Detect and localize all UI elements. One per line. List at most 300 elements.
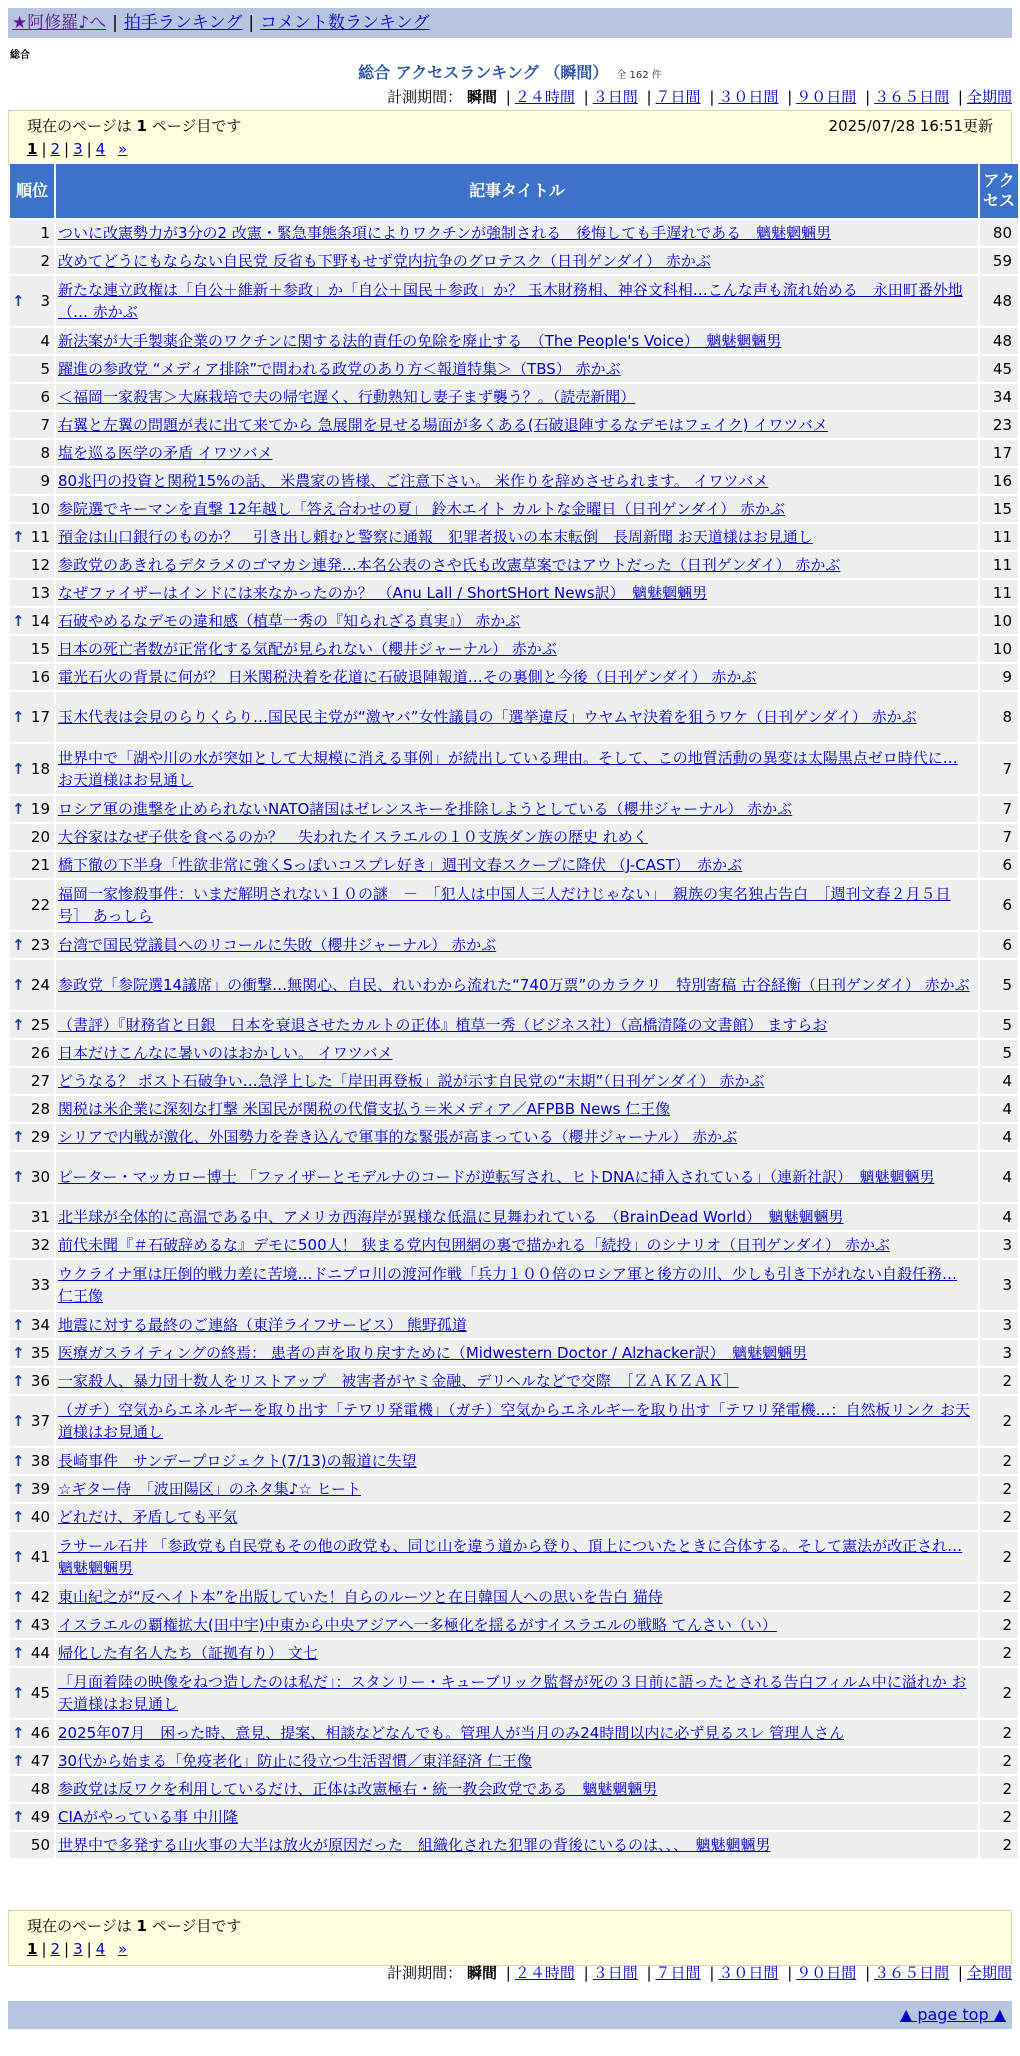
rank-cell bbox=[10, 356, 54, 382]
article-title-link[interactable]: ロシア軍の進撃を止められないNATO諸国はゼレンスキーを排除しようとしている（櫻井ジャーナル） 赤かぶ bbox=[58, 800, 793, 818]
rank-number: 24 bbox=[30, 976, 50, 994]
rank-number: 31 bbox=[30, 1208, 50, 1226]
article-title-link[interactable]: 新たな連立政権は「自公＋維新＋参政」か「自公＋国民＋参政」か？ 玉木財務相、神谷文科相…こんな声も流れ始める 永田町番外地（… 赤かぶ bbox=[58, 281, 963, 321]
access-count: 6 bbox=[980, 852, 1018, 878]
rank-number: 42 bbox=[30, 1588, 50, 1606]
rank-number: 44 bbox=[30, 1644, 50, 1662]
article-title-link[interactable]: なぜファイザーはインドには来なかったのか？ （Anu Lall / ShortSHort News訳） 魑魅魍魎男 bbox=[58, 584, 708, 602]
rank-cell bbox=[10, 636, 54, 662]
period-selector-top: 計測期間： 瞬間 | ２４時間 | ３日間 | ７日間 | ３０日間 | ９０日間 | ３６５日間 | 全期間 bbox=[387, 88, 1012, 106]
rank-cell bbox=[10, 1504, 54, 1530]
rank-number: 29 bbox=[30, 1128, 50, 1146]
article-title-link[interactable]: 30代から始まる「免疫老化」防止に役立つ生活習慣／東洋経済 仁王像 bbox=[58, 1752, 532, 1770]
table-row bbox=[10, 1612, 1018, 1638]
table-row bbox=[10, 524, 1018, 550]
rank-number: 39 bbox=[30, 1480, 50, 1498]
access-count: 7 bbox=[980, 824, 1018, 850]
rank-number: 34 bbox=[30, 1316, 50, 1334]
page-title: 総合 アクセスランキング （瞬間） bbox=[358, 63, 609, 82]
rank-cell bbox=[10, 276, 54, 326]
article-title-link[interactable]: 参政党のあきれるデタラメのゴマカシ連発…本名公表のさや氏も改憲草案ではアウトだった（日刊ゲンダイ） 赤かぶ bbox=[58, 556, 841, 574]
title-cell bbox=[56, 1396, 978, 1446]
table-row bbox=[10, 276, 1018, 326]
article-title-link[interactable]: 塩を巡る医学の矛盾 イワツバメ bbox=[58, 444, 273, 462]
up-arrow-icon: ↑ bbox=[12, 1372, 25, 1390]
rank-number: 50 bbox=[30, 1836, 50, 1854]
rank-cell bbox=[10, 1720, 54, 1746]
period-link-all[interactable]: 全期間 bbox=[966, 1964, 1012, 1982]
nav-separator: | bbox=[248, 13, 255, 33]
table-row bbox=[10, 1124, 1018, 1150]
access-count: 2 bbox=[980, 1532, 1018, 1582]
article-title-link[interactable]: 玉木代表は会見のらりくらり…国民民主党が“激ヤバ”女性議員の「選挙違反」ウヤムヤ決着を狙うワケ（日刊ゲンダイ） 赤かぶ bbox=[58, 708, 917, 726]
access-count: 34 bbox=[980, 384, 1018, 410]
table-row bbox=[10, 852, 1018, 878]
title-cell bbox=[56, 440, 978, 466]
title-cell bbox=[56, 1776, 978, 1802]
rank-number: 3 bbox=[40, 292, 50, 310]
rank-cell bbox=[10, 1040, 54, 1066]
access-count: 2 bbox=[980, 1748, 1018, 1774]
table-row bbox=[10, 1476, 1018, 1502]
access-count: 23 bbox=[980, 412, 1018, 438]
access-count: 7 bbox=[980, 796, 1018, 822]
article-title-link[interactable]: 長崎事件 サンデープロジェクト(7/13)の報道に失望 bbox=[58, 1452, 417, 1470]
article-title-link[interactable]: 新法案が大手製薬企業のワクチンに関する法的責任の免除を廃止する （The People's Voice） 魑魅魍魎男 bbox=[58, 332, 782, 350]
period-link-90d[interactable]: ９０日間 bbox=[796, 1964, 857, 1982]
table-row bbox=[10, 1040, 1018, 1066]
up-arrow-icon: ↑ bbox=[12, 1344, 25, 1362]
article-title-link[interactable]: CIAがやっている事 中川隆 bbox=[58, 1808, 238, 1826]
page-indicator-bottom: 現在のページは 1 ページ目です bbox=[27, 1917, 242, 1935]
rank-cell bbox=[10, 1640, 54, 1666]
table-row bbox=[10, 824, 1018, 850]
table-row bbox=[10, 1012, 1018, 1038]
rank-number: 5 bbox=[40, 360, 50, 378]
access-count: 16 bbox=[980, 468, 1018, 494]
period-current: 瞬間 bbox=[466, 88, 497, 106]
article-title-link[interactable]: どうなる？ ポスト石破争い…急浮上した「岸田再登板」説が示す自民党の“末期”（日刊ゲンダイ） 赤かぶ bbox=[58, 1072, 765, 1090]
article-title-link[interactable]: ラサール石井 「参政党も自民党もその他の政党も、同じ山を違う道から登り、頂上についたときに合体する。そして憲法が改正され… 魑魅魍魎男 bbox=[58, 1537, 963, 1577]
period-link-3d[interactable]: ３日間 bbox=[592, 88, 638, 106]
article-title-link[interactable]: 日本の死亡者数が正常化する気配が見られない（櫻井ジャーナル） 赤かぶ bbox=[58, 640, 557, 658]
rank-number: 6 bbox=[40, 388, 50, 406]
footer-bar bbox=[8, 2001, 1012, 2029]
article-title-link[interactable]: 2025年07月 困った時、意見、提案、相談などなんでも。管理人が当月のみ24時間以内に必ず見るスレ 管理人さん bbox=[58, 1724, 845, 1742]
up-arrow-icon: ↑ bbox=[12, 1480, 25, 1498]
page-current: 1 bbox=[27, 140, 38, 158]
rank-number: 13 bbox=[30, 584, 50, 602]
access-count: 11 bbox=[980, 552, 1018, 578]
rank-cell bbox=[10, 1204, 54, 1230]
rank-cell bbox=[10, 692, 54, 742]
access-count: 4 bbox=[980, 1152, 1018, 1202]
rank-number: 11 bbox=[30, 528, 50, 546]
rank-number: 33 bbox=[30, 1276, 50, 1294]
period-selector-bottom: 計測期間： 瞬間 | ２４時間 | ３日間 | ７日間 | ３０日間 | ９０日間 | ３６５日間 | 全期間 bbox=[387, 1964, 1012, 1982]
rank-number: 8 bbox=[40, 444, 50, 462]
up-arrow-icon: ↑ bbox=[12, 1548, 25, 1566]
period-label: 計測期間： bbox=[387, 1964, 463, 1982]
rank-cell bbox=[10, 1748, 54, 1774]
rank-number: 10 bbox=[30, 500, 50, 518]
title-cell bbox=[56, 1504, 978, 1530]
access-count: 8 bbox=[980, 692, 1018, 742]
pager-box-bottom bbox=[8, 1910, 1012, 1966]
up-arrow-icon: ↑ bbox=[12, 800, 25, 818]
title-cell bbox=[56, 1584, 978, 1610]
rank-number: 47 bbox=[30, 1752, 50, 1770]
rank-number: 25 bbox=[30, 1016, 50, 1034]
rank-number: 32 bbox=[30, 1236, 50, 1254]
rank-number: 15 bbox=[30, 640, 50, 658]
article-title-link[interactable]: 躍進の参政党 “メディア排除”で問われる政党のあり方＜報道特集＞（TBS） 赤かぶ bbox=[58, 360, 621, 378]
up-arrow-icon: ↑ bbox=[12, 1452, 25, 1470]
rank-cell bbox=[10, 664, 54, 690]
title-cell bbox=[56, 932, 978, 958]
table-row bbox=[10, 1748, 1018, 1774]
page-next-link[interactable]: » bbox=[118, 140, 128, 158]
title-cell bbox=[56, 608, 978, 634]
access-count: 2 bbox=[980, 1832, 1018, 1858]
rank-cell bbox=[10, 852, 54, 878]
page-link-4[interactable]: 4 bbox=[95, 1940, 106, 1958]
title-cell bbox=[56, 1668, 978, 1718]
rank-cell bbox=[10, 1312, 54, 1338]
article-title-link[interactable]: 世界中で「湖や川の水が突如として大規模に消える事例」が続出している理由。そして、この地質活動の異変は太陽黒点ゼロ時代に… お天道様はお見通し bbox=[58, 749, 958, 789]
rank-cell bbox=[10, 1232, 54, 1258]
table-row bbox=[10, 1448, 1018, 1474]
title-cell bbox=[56, 1720, 978, 1746]
nav-link-clap-ranking[interactable]: 拍手ランキング bbox=[123, 13, 243, 33]
access-count: 2 bbox=[980, 1448, 1018, 1474]
table-row bbox=[10, 496, 1018, 522]
table-row bbox=[10, 1668, 1018, 1718]
table-row bbox=[10, 960, 1018, 1010]
article-title-link[interactable]: 福岡一家惨殺事件：いまだ解明されない１０の謎 － 「犯人は中国人三人だけじゃない」 親族の実名独占告白 ［週刊文春２月５日号］ あっしら bbox=[58, 885, 951, 925]
access-count: 2 bbox=[980, 1668, 1018, 1718]
access-count: 11 bbox=[980, 524, 1018, 550]
table-row bbox=[10, 1532, 1018, 1582]
title-cell bbox=[56, 1448, 978, 1474]
article-title-link[interactable]: 右翼と左翼の問題が表に出て来てから 急展開を見せる場面が多くある(石破退陣するなデモはフェイク) イワツバメ bbox=[58, 416, 828, 434]
title-cell bbox=[56, 1232, 978, 1258]
up-arrow-icon: ↑ bbox=[12, 1684, 25, 1702]
period-link-24h[interactable]: ２４時間 bbox=[514, 88, 575, 106]
page-link-3[interactable]: 3 bbox=[73, 1940, 83, 1958]
table-row bbox=[10, 1096, 1018, 1122]
article-title-link[interactable]: 台湾で国民党議員へのリコールに失敗（櫻井ジャーナル） 赤かぶ bbox=[58, 936, 497, 954]
rank-number: 1 bbox=[40, 224, 50, 242]
article-title-link[interactable]: 電光石火の背景に何が？ 日米関税決着を花道に石破退陣報道…その裏側と今後（日刊ゲンダイ） 赤かぶ bbox=[58, 668, 757, 686]
table-row bbox=[10, 608, 1018, 634]
article-title-link[interactable]: 医療ガスライティングの終焉： 患者の声を取り戻すために（Midwestern Doctor / Alzhacker訳） 魑魅魍魎男 bbox=[58, 1344, 808, 1362]
up-arrow-icon: ↑ bbox=[12, 1808, 25, 1826]
access-count: 3 bbox=[980, 1232, 1018, 1258]
title-cell bbox=[56, 276, 978, 326]
rank-cell bbox=[10, 880, 54, 930]
up-arrow-icon: ↑ bbox=[12, 1508, 25, 1526]
access-count: 59 bbox=[980, 248, 1018, 274]
rank-cell bbox=[10, 1584, 54, 1610]
rank-number: 43 bbox=[30, 1616, 50, 1634]
rank-cell bbox=[10, 1832, 54, 1858]
rank-cell bbox=[10, 1668, 54, 1718]
rank-cell bbox=[10, 496, 54, 522]
table-row bbox=[10, 1504, 1018, 1530]
article-title-link[interactable]: 橋下徹の下半身「性欲非常に強くSっぽいコスプレ好き」週刊文春スクープに降伏 （J-CAST） 赤かぶ bbox=[58, 856, 743, 874]
title-cell bbox=[56, 468, 978, 494]
rank-cell bbox=[10, 1804, 54, 1830]
table-row bbox=[10, 1832, 1018, 1858]
access-count: 2 bbox=[980, 1612, 1018, 1638]
title-cell bbox=[56, 356, 978, 382]
up-arrow-icon: ↑ bbox=[12, 1588, 25, 1606]
title-cell bbox=[56, 960, 978, 1010]
nav-link-comment-ranking[interactable]: コメント数ランキング bbox=[260, 13, 430, 33]
table-row bbox=[10, 440, 1018, 466]
article-title-link[interactable]: ついに改憲勢力が3分の2 改憲・緊急事態条項によりワクチンが強制される 後悔しても手遅れである 魑魅魍魎男 bbox=[58, 224, 832, 242]
article-title-link[interactable]: 参院選でキーマンを直撃 12年越し「答え合わせの夏」 鈴木エイト カルトな金曜日（日刊ゲンダイ） 赤かぶ bbox=[58, 500, 785, 518]
article-title-link[interactable]: 預金は山口銀行のものか？ 引き出し頼むと警察に通報 犯罪者扱いの本末転倒 長周新聞 お天道様はお見通し bbox=[58, 528, 813, 546]
period-link-90d[interactable]: ９０日間 bbox=[796, 88, 857, 106]
article-title-link[interactable]: シリアで内戦が激化、外国勢力を巻き込んで軍事的な緊張が高まっている（櫻井ジャーナル） 赤かぶ bbox=[58, 1128, 738, 1146]
rank-number: 40 bbox=[30, 1508, 50, 1526]
rank-cell bbox=[10, 608, 54, 634]
rank-cell bbox=[10, 1340, 54, 1366]
rank-cell bbox=[10, 1396, 54, 1446]
rank-cell bbox=[10, 524, 54, 550]
title-cell bbox=[56, 328, 978, 354]
rank-cell bbox=[10, 1476, 54, 1502]
article-title-link[interactable]: 石破やめるなデモの違和感（植草一秀の『知られざる真実』） 赤かぶ bbox=[58, 612, 521, 630]
access-count: 48 bbox=[980, 328, 1018, 354]
rank-cell bbox=[10, 1068, 54, 1094]
article-title-link[interactable]: 日本だけこんなに暑いのはおかしい。 イワツバメ bbox=[58, 1044, 393, 1062]
access-count: 5 bbox=[980, 960, 1018, 1010]
title-cell bbox=[56, 1640, 978, 1666]
table-row bbox=[10, 1804, 1018, 1830]
article-title-link[interactable]: 前代未聞『＃石破辞めるな』デモに500人！ 狭まる党内包囲網の裏で描かれる「続投」のシナリオ（日刊ゲンダイ） 赤かぶ bbox=[58, 1236, 890, 1254]
access-count: 10 bbox=[980, 608, 1018, 634]
table-row bbox=[10, 1584, 1018, 1610]
rank-number: 30 bbox=[30, 1168, 50, 1186]
title-cell bbox=[56, 1832, 978, 1858]
up-arrow-icon: ↑ bbox=[12, 612, 25, 630]
rank-number: 28 bbox=[30, 1100, 50, 1118]
title-cell bbox=[56, 692, 978, 742]
article-title-link[interactable]: ウクライナ軍は圧倒的戦力差に苦境…ドニプロ川の渡河作戦「兵力１００倍のロシア軍と後方の川、少しも引き下がれない自殺任務… 仁王像 bbox=[58, 1265, 957, 1305]
rank-cell bbox=[10, 440, 54, 466]
article-title-link[interactable]: 帰化した有名人たち（証拠有り） 文七 bbox=[58, 1644, 318, 1662]
access-count: 2 bbox=[980, 1776, 1018, 1802]
rank-cell bbox=[10, 1260, 54, 1310]
article-title-link[interactable]: 「月面着陸の映像をねつ造したのは私だ」：スタンリー・キューブリック監督が死の３日前に語ったとされる告白フィルム中に溢れか お天道様はお見通し bbox=[58, 1673, 967, 1713]
access-count: 2 bbox=[980, 1804, 1018, 1830]
rank-cell bbox=[10, 1012, 54, 1038]
title-cell bbox=[56, 1532, 978, 1582]
title-cell bbox=[56, 412, 978, 438]
table-row bbox=[10, 1720, 1018, 1746]
article-title-link[interactable]: 東山紀之が“反ヘイト本”を出版していた！自らのルーツと在日韓国人への思いを告白 猫侍 bbox=[58, 1588, 663, 1606]
title-cell bbox=[56, 636, 978, 662]
up-arrow-icon: ↑ bbox=[12, 1644, 25, 1662]
access-count: 45 bbox=[980, 356, 1018, 382]
period-link-7d[interactable]: ７日間 bbox=[655, 88, 701, 106]
article-title-link[interactable]: 参政党「参院選14議席」の衝撃…無関心、自民、れいわから流れた“740万票”のカラクリ 特別寄稿 古谷経衡（日刊ゲンダイ） 赤かぶ bbox=[58, 976, 970, 994]
top-nav-bar bbox=[8, 8, 1012, 38]
rank-number: 17 bbox=[30, 708, 50, 726]
rank-cell bbox=[10, 328, 54, 354]
access-count: 2 bbox=[980, 1368, 1018, 1394]
period-link-30d[interactable]: ３０日間 bbox=[718, 88, 779, 106]
title-cell bbox=[56, 248, 978, 274]
title-cell bbox=[56, 796, 978, 822]
article-title-link[interactable]: 地震に対する最終のご連絡（東洋ライフサービス） 熊野孤道 bbox=[58, 1316, 467, 1334]
access-count: 3 bbox=[980, 1260, 1018, 1310]
rank-cell bbox=[10, 384, 54, 410]
table-row bbox=[10, 1260, 1018, 1310]
rank-number: 37 bbox=[30, 1412, 50, 1430]
up-arrow-icon: ↑ bbox=[12, 1616, 25, 1634]
period-link-7d[interactable]: ７日間 bbox=[655, 1964, 701, 1982]
period-link-3d[interactable]: ３日間 bbox=[592, 1964, 638, 1982]
nav-link-asyura[interactable]: ★阿修羅♪へ bbox=[12, 13, 107, 33]
article-title-link[interactable]: 参政党は反ワクを利用しているだけ、正体は改憲極右・統一教会政党である 魑魅魍魎男 bbox=[58, 1780, 658, 1798]
title-cell bbox=[56, 664, 978, 690]
rank-number: 16 bbox=[30, 668, 50, 686]
article-title-link[interactable]: ☆ギター侍 「波田陽区」のネタ集♪☆ ヒート bbox=[58, 1480, 361, 1498]
access-count: 5 bbox=[980, 1040, 1018, 1066]
article-title-link[interactable]: どれだけ、矛盾しても平気 bbox=[58, 1508, 238, 1526]
table-row bbox=[10, 1204, 1018, 1230]
access-count: 3 bbox=[980, 1312, 1018, 1338]
table-row bbox=[10, 468, 1018, 494]
title-cell bbox=[56, 1748, 978, 1774]
rank-cell bbox=[10, 580, 54, 606]
access-count: 5 bbox=[980, 1012, 1018, 1038]
rank-cell bbox=[10, 1152, 54, 1202]
page-next-link[interactable]: » bbox=[118, 1940, 128, 1958]
article-title-link[interactable]: （書評）『財務省と日銀 日本を衰退させたカルトの正体』植草一秀（ビジネス社）（高橋清隆の文書館） ますらお bbox=[58, 1016, 828, 1034]
title-cell bbox=[56, 580, 978, 606]
article-title-link[interactable]: イスラエルの覇権拡大(田中宇)中東から中央アジアへ一多極化を揺るがすイスラエルの戦略 てんさい（い） bbox=[58, 1616, 777, 1634]
page-top-link[interactable]: ▲ page top ▲ bbox=[899, 2005, 1006, 2024]
up-arrow-icon: ↑ bbox=[12, 292, 25, 310]
access-count: 2 bbox=[980, 1476, 1018, 1502]
article-title-link[interactable]: 世界中で多発する山火事の大半は放火が原因だった 組織化された犯罪の背後にいるのは、、、 魑魅魍魎男 bbox=[58, 1836, 771, 1854]
rank-number: 7 bbox=[40, 416, 50, 434]
table-row bbox=[10, 1068, 1018, 1094]
page-link-3[interactable]: 3 bbox=[73, 140, 83, 158]
access-count: 17 bbox=[980, 440, 1018, 466]
col-header-access: アクセス bbox=[980, 164, 1018, 218]
up-arrow-icon: ↑ bbox=[12, 1412, 25, 1430]
title-cell bbox=[56, 552, 978, 578]
rank-cell bbox=[10, 1096, 54, 1122]
access-count: 11 bbox=[980, 580, 1018, 606]
article-title-link[interactable]: ＜福岡一家殺害＞大麻栽培で夫の帰宅遅く、行動熟知し妻子まず襲う？。（読売新聞） bbox=[58, 388, 636, 406]
access-count: 6 bbox=[980, 880, 1018, 930]
title-cell bbox=[56, 1012, 978, 1038]
title-cell bbox=[56, 1096, 978, 1122]
total-count: 全 162 件 bbox=[616, 70, 662, 81]
rank-number: 22 bbox=[30, 896, 50, 914]
article-title-link[interactable]: 北半球が全体的に高温である中、アメリカ西海岸が異様な低温に見舞われている （BrainDead World） 魑魅魍魎男 bbox=[58, 1208, 844, 1226]
article-title-link[interactable]: 関税は米企業に深刻な打撃 米国民が関税の代償支払う＝米メディア／AFPBB News 仁王像 bbox=[58, 1100, 671, 1118]
page-link-2[interactable]: 2 bbox=[50, 140, 61, 158]
period-link-24h[interactable]: ２４時間 bbox=[514, 1964, 575, 1982]
title-cell bbox=[56, 1068, 978, 1094]
table-row bbox=[10, 580, 1018, 606]
period-link-365d[interactable]: ３６５日間 bbox=[874, 88, 950, 106]
period-link-30d[interactable]: ３０日間 bbox=[718, 1964, 779, 1982]
article-title-link[interactable]: 一家殺人、暴力団十数人をリストアップ 被害者がヤミ金融、デリヘルなどで交際 ［ＺＡＫＺＡＫ］ bbox=[58, 1372, 739, 1390]
rank-cell bbox=[10, 1532, 54, 1582]
page-indicator: 現在のページは 1 ページ目です bbox=[27, 117, 242, 135]
up-arrow-icon: ↑ bbox=[12, 1128, 25, 1146]
article-title-link[interactable]: （ガチ）空気からエネルギーを取り出す「テワリ発電機」（ガチ）空気からエネルギーを取り出す「テワリ発電機…：自然板リンク お天道様はお見通し bbox=[58, 1401, 970, 1441]
up-arrow-icon: ↑ bbox=[12, 708, 25, 726]
period-link-365d[interactable]: ３６５日間 bbox=[874, 1964, 950, 1982]
page-title-line bbox=[0, 60, 1020, 83]
table-row bbox=[10, 664, 1018, 690]
pagination: 1 | 2 | 3 | 4 » bbox=[27, 140, 128, 158]
article-title-link[interactable]: 改めてどうにもならない自民党 反省も下野もせず党内抗争のグロテスク（日刊ゲンダイ） 赤かぶ bbox=[58, 252, 711, 270]
article-title-link[interactable]: 80兆円の投資と関税15%の話、 米農家の皆様、ご注意下さい。 米作りを辞めさせられます。 イワツバメ bbox=[58, 472, 769, 490]
up-arrow-icon: ↑ bbox=[12, 1724, 25, 1742]
article-title-link[interactable]: 大谷家はなぜ子供を食べるのか？ 失われたイスラエルの１０支族ダン族の歴史 れめく bbox=[58, 828, 648, 846]
rank-cell bbox=[10, 1368, 54, 1394]
table-row bbox=[10, 692, 1018, 742]
rank-number: 36 bbox=[30, 1372, 50, 1390]
table-row bbox=[10, 1312, 1018, 1338]
page-link-4[interactable]: 4 bbox=[95, 140, 106, 158]
table-row bbox=[10, 412, 1018, 438]
access-count: 10 bbox=[980, 636, 1018, 662]
rank-cell bbox=[10, 796, 54, 822]
period-current: 瞬間 bbox=[466, 1964, 497, 1982]
period-label: 計測期間： bbox=[387, 88, 463, 106]
rank-cell bbox=[10, 824, 54, 850]
table-row bbox=[10, 1368, 1018, 1394]
table-row bbox=[10, 796, 1018, 822]
rank-number: 27 bbox=[30, 1072, 50, 1090]
rank-number: 12 bbox=[30, 556, 50, 574]
article-title-link[interactable]: ピーター・マッカロー博士 「ファイザーとモデルナのコードが逆転写され、ヒトDNAに挿入されている」（連新社訳） 魑魅魍魎男 bbox=[58, 1168, 935, 1186]
page-link-2[interactable]: 2 bbox=[50, 1940, 61, 1958]
rank-cell bbox=[10, 932, 54, 958]
rank-number: 14 bbox=[30, 612, 50, 630]
rank-number: 45 bbox=[30, 1684, 50, 1702]
rank-number: 23 bbox=[30, 936, 50, 954]
rank-cell bbox=[10, 248, 54, 274]
title-cell bbox=[56, 1368, 978, 1394]
title-cell bbox=[56, 220, 978, 246]
period-link-all[interactable]: 全期間 bbox=[966, 88, 1012, 106]
table-row bbox=[10, 1776, 1018, 1802]
rank-number: 20 bbox=[30, 828, 50, 846]
table-row bbox=[10, 1340, 1018, 1366]
rank-number: 21 bbox=[30, 856, 50, 874]
rank-cell bbox=[10, 1124, 54, 1150]
title-cell bbox=[56, 1804, 978, 1830]
rank-cell bbox=[10, 960, 54, 1010]
col-header-rank: 順位 bbox=[10, 164, 54, 218]
title-cell bbox=[56, 1124, 978, 1150]
rank-number: 35 bbox=[30, 1344, 50, 1362]
up-arrow-icon: ↑ bbox=[12, 976, 25, 994]
